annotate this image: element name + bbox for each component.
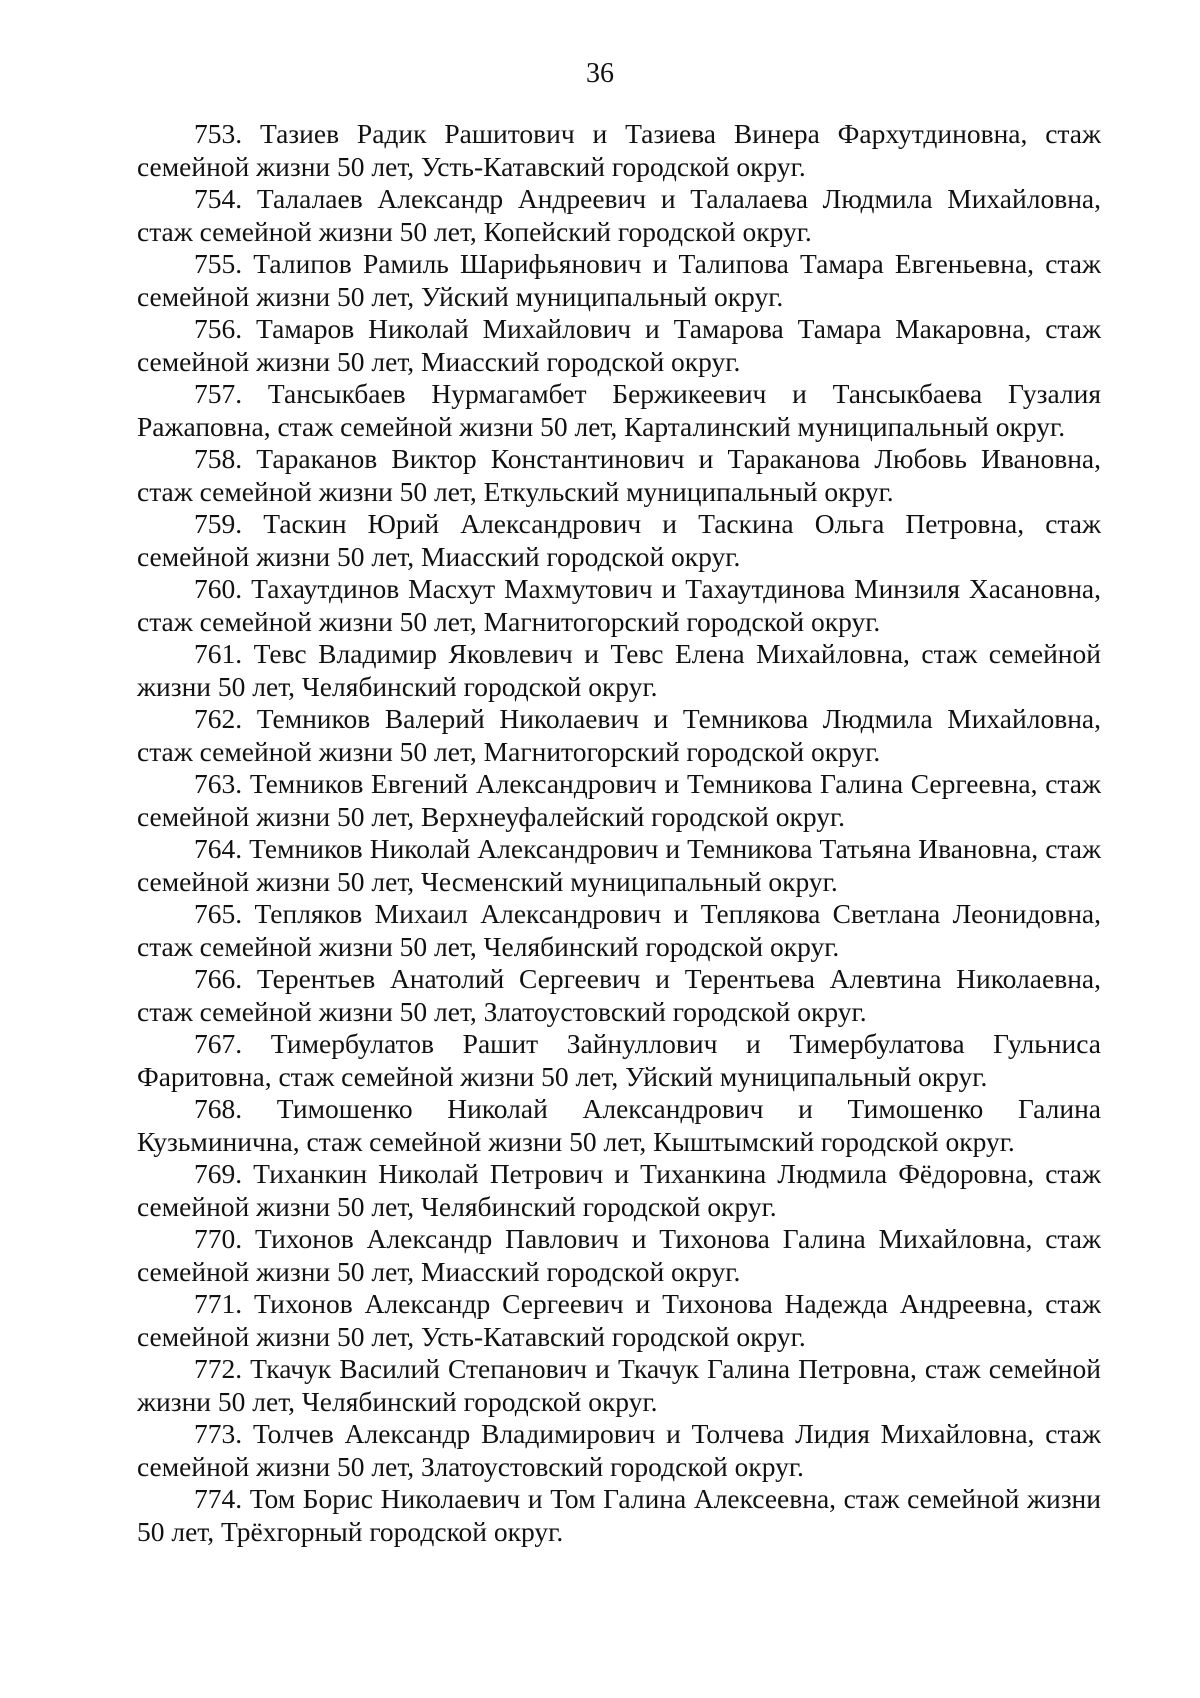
list-item: 762. Темников Валерий Николаевич и Темникова Людмила Михайловна, стаж семейной жизни 50 лет, Магнитогорский городской округ. [137,703,1101,767]
list-item: 766. Терентьев Анатолий Сергеевич и Терентьева Алевтина Николаевна, стаж семейной жизни 50 лет, Златоустовский городской округ. [137,963,1101,1027]
entry-list [137,118,1101,1548]
list-item: 758. Тараканов Виктор Константинович и Тараканова Любовь Ивановна, стаж семейной жизни 50 лет, Еткульский муниципальный округ. [137,443,1101,507]
list-item: 757. Тансыкбаев Нурмагамбет Бержикеевич и Тансыкбаева Гузалия Ражаповна, стаж семейной жизни 50 лет, Карталинский муниципальный округ. [137,378,1101,442]
list-item: 763. Темников Евгений Александрович и Темникова Галина Сергеевна, стаж семейной жизни 50 лет, Верхнеуфалейский городской округ. [137,768,1101,832]
page-number: 36 [586,58,614,89]
list-item: 770. Тихонов Александр Павлович и Тихонова Галина Михайловна, стаж семейной жизни 50 лет, Миасский городской округ. [137,1223,1101,1287]
list-item: 756. Тамаров Николай Михайлович и Тамарова Тамара Макаровна, стаж семейной жизни 50 лет, Миасский городской округ. [137,313,1101,377]
list-item: 773. Толчев Александр Владимирович и Толчева Лидия Михайловна, стаж семейной жизни 50 лет, Златоустовский городской округ. [137,1418,1101,1482]
list-item: 755. Талипов Рамиль Шарифьянович и Талипова Тамара Евгеньевна, стаж семейной жизни 50 лет, Уйский муниципальный округ. [137,248,1101,312]
list-item: 764. Темников Николай Александрович и Темникова Татьяна Ивановна, стаж семейной жизни 50 лет, Чесменский муниципальный округ. [137,833,1101,897]
list-item: 771. Тихонов Александр Сергеевич и Тихонова Надежда Андреевна, стаж семейной жизни 50 лет, Усть-Катавский городской округ. [137,1288,1101,1352]
list-item: 759. Таскин Юрий Александрович и Таскина Ольга Петровна, стаж семейной жизни 50 лет, Миасский городской округ. [137,508,1101,572]
list-item: 761. Тевс Владимир Яковлевич и Тевс Елена Михайловна, стаж семейной жизни 50 лет, Челябинский городской округ. [137,638,1101,702]
list-item: 769. Тиханкин Николай Петрович и Тиханкина Людмила Фёдоровна, стаж семейной жизни 50 лет, Челябинский городской округ. [137,1158,1101,1222]
list-item: 760. Тахаутдинов Масхут Махмутович и Тахаутдинова Минзиля Хасановна, стаж семейной жизни 50 лет, Магнитогорский городской округ. [137,573,1101,637]
list-item: 754. Талалаев Александр Андреевич и Талалаева Людмила Михайловна, стаж семейной жизни 50 лет, Копейский городской округ. [137,183,1101,247]
list-item: 774. Том Борис Николаевич и Том Галина Алексеевна, стаж семейной жизни 50 лет, Трёхгорный городской округ. [137,1483,1101,1547]
list-item: 753. Тазиев Радик Рашитович и Тазиева Винера Фархутдиновна, стаж семейной жизни 50 лет, Усть-Катавский городской округ. [137,118,1101,182]
list-item: 772. Ткачук Василий Степанович и Ткачук Галина Петровна, стаж семейной жизни 50 лет, Челябинский городской округ. [137,1353,1101,1417]
list-item: 765. Тепляков Михаил Александрович и Теплякова Светлана Леонидовна, стаж семейной жизни 50 лет, Челябинский городской округ. [137,898,1101,962]
list-item: 767. Тимербулатов Рашит Зайнуллович и Тимербулатова Гульниса Фаритовна, стаж семейной жизни 50 лет, Уйский муниципальный округ. [137,1028,1101,1092]
list-item: 768. Тимошенко Николай Александрович и Тимошенко Галина Кузьминична, стаж семейной жизни 50 лет, Кыштымский городской округ. [137,1093,1101,1157]
